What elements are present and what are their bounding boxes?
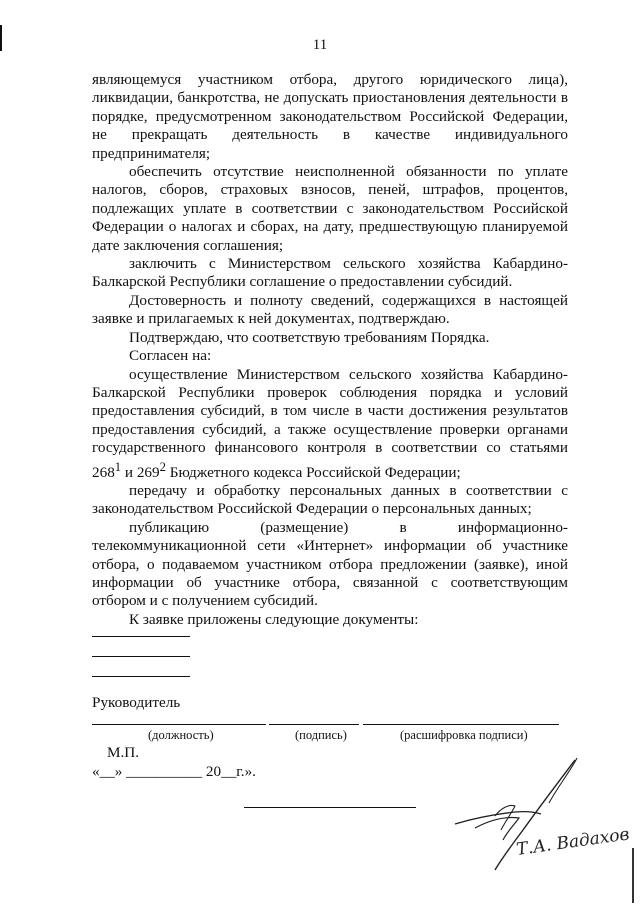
paragraph-publication: публикацию (размещение) в информационно-телекоммуникационной сети «Интернет» информации об участнике отбора, о подаваемом участником отбора предложении (заявке), иной информации об участнике отбора, связанной с соответствующим отбором и с получением субсидий. (92, 518, 568, 610)
signature-line (269, 724, 359, 725)
position-line (92, 724, 266, 725)
stamp-label: М.П. (107, 744, 140, 761)
superscript-2: 2 (159, 459, 166, 474)
paragraph-4: Достоверность и полноту сведений, содержащихся в настоящей заявке и прилагаемых к ней документах, подтверждаю. (92, 291, 568, 328)
blank-line (92, 676, 190, 677)
handwritten-name: Т.А. Вадахов (515, 824, 631, 860)
paragraph-2: обеспечить отсутствие неисполненной обязанности по уплате налогов, сборов, страховых взносов, пеней, штрафов, процентов, подлежащих уплате в соответствии с законодательством Российской Федерации о налогах и сборах, на дату, предшествующую планируемой дате заключения соглашения; (92, 163, 568, 254)
paragraph-5: Подтверждаю, что соответствую требованиям Порядка. (129, 328, 490, 346)
paragraph-1: являющемуся участником отбора, другого юридического лица), ликвидации, банкротства, не допускать приостановления деятельности в порядке, предусмотренном законодательством Российской Федерации, не прекращать деятельность в качестве индивидуального предпринимателя; (92, 71, 568, 162)
bottom-signature-line (244, 807, 416, 808)
page-number: 11 (312, 37, 328, 53)
decoding-line (363, 724, 559, 725)
caption-decoding: (расшифровка подписи) (400, 728, 528, 742)
audit-text-middle: и 269 (121, 463, 160, 481)
date-line: «__» __________ 20__г.». (92, 763, 256, 780)
audit-text-before: осуществление Министерством сельского хозяйства Кабардино-Балкарской Республики проверок соблюдения порядка и условий предоставления субсидий, в том числе в части достижения результатов предоставления субсидий, а также осуществление проверки органами государственного финансового контроля в соответствии со статьями 268 (92, 365, 568, 481)
blank-line (92, 636, 190, 637)
superscript-1: 1 (114, 459, 122, 474)
blank-line (92, 656, 190, 657)
paragraph-audit (92, 366, 568, 483)
scan-edge-mark (632, 848, 634, 903)
leader-label: Руководитель (92, 694, 181, 711)
audit-text-after: Бюджетного кодекса Российской Федерации; (165, 463, 461, 481)
paragraph-attachments: К заявке приложены следующие документы: (129, 610, 419, 628)
attachment-blank-lines (92, 636, 190, 696)
document-body (92, 71, 568, 629)
paragraph-6: Согласен на: (129, 347, 212, 365)
paragraph-personal-data: передачу и обработку персональных данных в соответствии с законодательством Российской Федерации о персональных данных; (92, 482, 568, 518)
caption-signature: (подпись) (295, 728, 347, 742)
handwritten-signature (445, 748, 625, 878)
paragraph-3: заключить с Министерством сельского хозяйства Кабардино-Балкарской Республики соглашение о предоставлении субсидий. (92, 255, 568, 291)
caption-position: (должность) (148, 728, 214, 742)
